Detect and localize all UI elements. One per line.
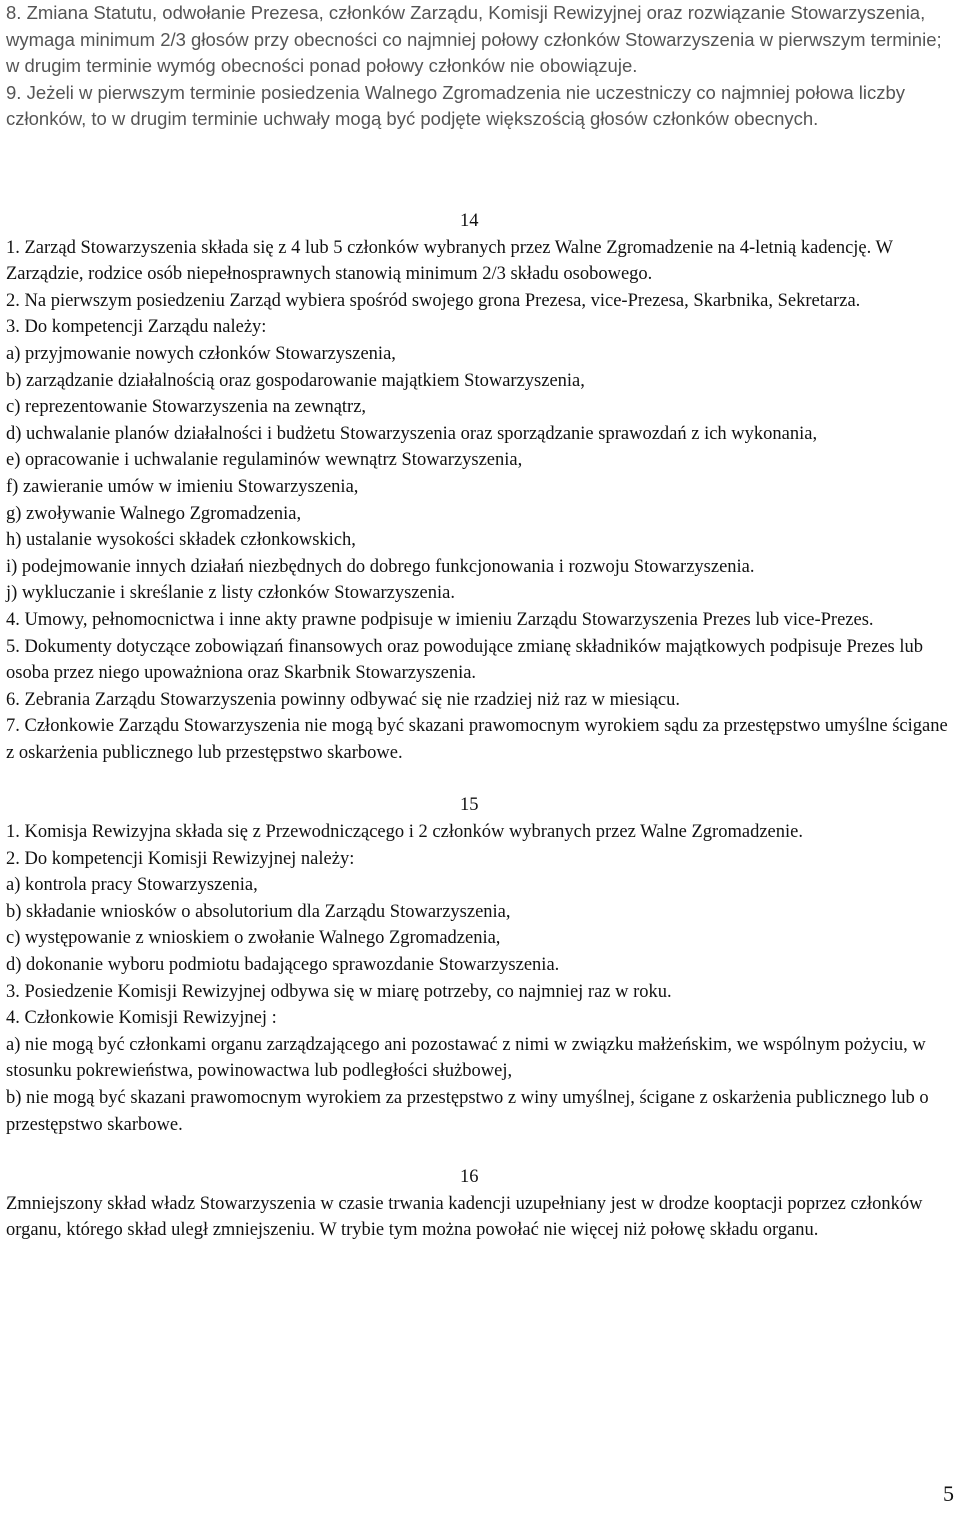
section-14-point-4: 4. Umowy, pełnomocnictwa i inne akty prawne podpisuje w imieniu Zarządu Stowarzyszenia Prezes lub vice-Prezes. [6, 609, 874, 630]
section-15-point-4: 4. Członkowie Komisji Rewizyjnej : [6, 1008, 277, 1029]
section-14-item-f: f) zawieranie umów w imieniu Stowarzyszenia, [6, 476, 359, 497]
section-14-point-7: 7. Członkowie Zarządu Stowarzyszenia nie mogą być skazani prawomocnym wyrokiem sądu za przestępstwo umyślne ścigane z oskarżenia publicznego lub przestępstwo skarbowe. [6, 716, 948, 763]
section-spacer [6, 766, 956, 792]
section-14-item-e: e) opracowanie i uchwalanie regulaminów wewnątrz Stowarzyszenia, [6, 450, 523, 471]
section-15-point-4b: b) nie mogą być skazani prawomocnym wyrokiem za przestępstwo z winy umyślnej, ścigane z oskarżenia publicznego lub o przestępstwo skarbowe. [6, 1088, 929, 1135]
section-15-point-3: 3. Posiedzenie Komisji Rewizyjnej odbywa się w miarę potrzeby, co najmniej raz w roku. [6, 981, 672, 1002]
section-15-item-c: c) występowanie z wnioskiem o zwołanie Walnego Zgromadzenia, [6, 928, 501, 949]
section-14-point-3: 3. Do kompetencji Zarządu należy: [6, 317, 267, 338]
section-16-heading: 16 [460, 1167, 479, 1188]
section-14-point-5: 5. Dokumenty dotyczące zobowiązań finansowych oraz powodujące zmianę składników majątkowych podpisuje Prezes lub osoba przez niego upoważniona oraz Skarbnik Stowarzyszenia. [6, 636, 924, 684]
section-14-point-1: 1. Zarząd Stowarzyszenia składa się z 4 lub 5 członków wybranych przez Walne Zgromadzenie na 4-letnią kadencję. W Zarządzie, rodzice osób niepełnosprawnych stanowią minimum 2/3 składu osobowego. [6, 237, 893, 285]
section-14-item-a: a) przyjmowanie nowych członków Stowarzyszenia, [6, 343, 396, 364]
section-14-item-g: g) zwoływanie Walnego Zgromadzenia, [6, 503, 302, 524]
section-14-heading: 14 [460, 211, 479, 231]
section-15-point-4a: a) nie mogą być członkami organu zarządzającego ani pozostawać z nimi w związku małżeńskim, we wspólnym pożyciu, w stosunku pokrewieństwa, powinowactwa lub podległości służbowej, [6, 1034, 926, 1082]
section-15-item-d: d) dokonanie wyboru podmiotu badającego sprawozdanie Stowarzyszenia. [6, 955, 560, 976]
paragraph-9: 9. Jeżeli w pierwszym terminie posiedzenia Walnego Zgromadzenia nie uczestniczy co najmniej połowa liczby członków, to w drugim terminie uchwały mogą być podjęte większością głosów członków obecnych. [6, 81, 906, 129]
section-15-item-a: a) kontrola pracy Stowarzyszenia, [6, 875, 258, 896]
section-14-point-2: 2. Na pierwszym posiedzeniu Zarząd wybiera spośród swojego grona Prezesa, vice-Prezesa, Skarbnika, Sekretarza. [6, 290, 861, 311]
section-spacer [6, 1138, 956, 1164]
section-15-point-1: 1. Komisja Rewizyjna składa się z Przewodniczącego i 2 członków wybranych przez Walne Zgromadzenie. [6, 822, 803, 843]
paragraph-8: 8. Zmiana Statutu, odwołanie Prezesa, członków Zarządu, Komisji Rewizyjnej oraz rozwiązanie Stowarzyszenia, wymaga minimum 2/3 głosów przy obecności co najmniej połowy członków Stowarzyszenia w pierwszym terminie; w drugim terminie wymóg obecności ponad połowy członków nie obowiązuje. [6, 2, 942, 76]
section-15-item-b: b) składanie wniosków o absolutorium dla Zarządu Stowarzyszenia, [6, 901, 511, 922]
section-14-item-j: j) wykluczanie i skreślanie z listy członków Stowarzyszenia. [6, 583, 455, 604]
section-14-point-6: 6. Zebrania Zarządu Stowarzyszenia powinny odbywać się nie rzadziej niż raz w miesiącu. [6, 689, 680, 710]
section-15-heading: 15 [460, 795, 479, 816]
section-15-point-2: 2. Do kompetencji Komisji Rewizyjnej należy: [6, 848, 355, 869]
section-14-item-b: b) zarządzanie działalnością oraz gospodarowanie majątkiem Stowarzyszenia, [6, 370, 585, 391]
section-14 [6, 208, 956, 1244]
statute-top-section [6, 0, 956, 133]
section-14-item-d: d) uchwalanie planów działalności i budżetu Stowarzyszenia oraz sporządzanie sprawozdań z ich wykonania, [6, 423, 818, 444]
section-16-paragraph: Zmniejszony skład władz Stowarzyszenia w czasie trwania kadencji uzupełniany jest w drodze kooptacji poprzez członków organu, którego skład uległ zmniejszeniu. W trybie tym można powołać nie więcej niż połowę składu organu. [6, 1193, 923, 1241]
section-14-item-h: h) ustalanie wysokości składek członkowskich, [6, 530, 356, 551]
section-14-item-c: c) reprezentowanie Stowarzyszenia na zewnątrz, [6, 397, 367, 418]
section-14-item-i: i) podejmowanie innych działań niezbędnych do dobrego funkcjonowania i rozwoju Stowarzyszenia. [6, 556, 755, 577]
page-number: 5 [943, 1481, 954, 1506]
